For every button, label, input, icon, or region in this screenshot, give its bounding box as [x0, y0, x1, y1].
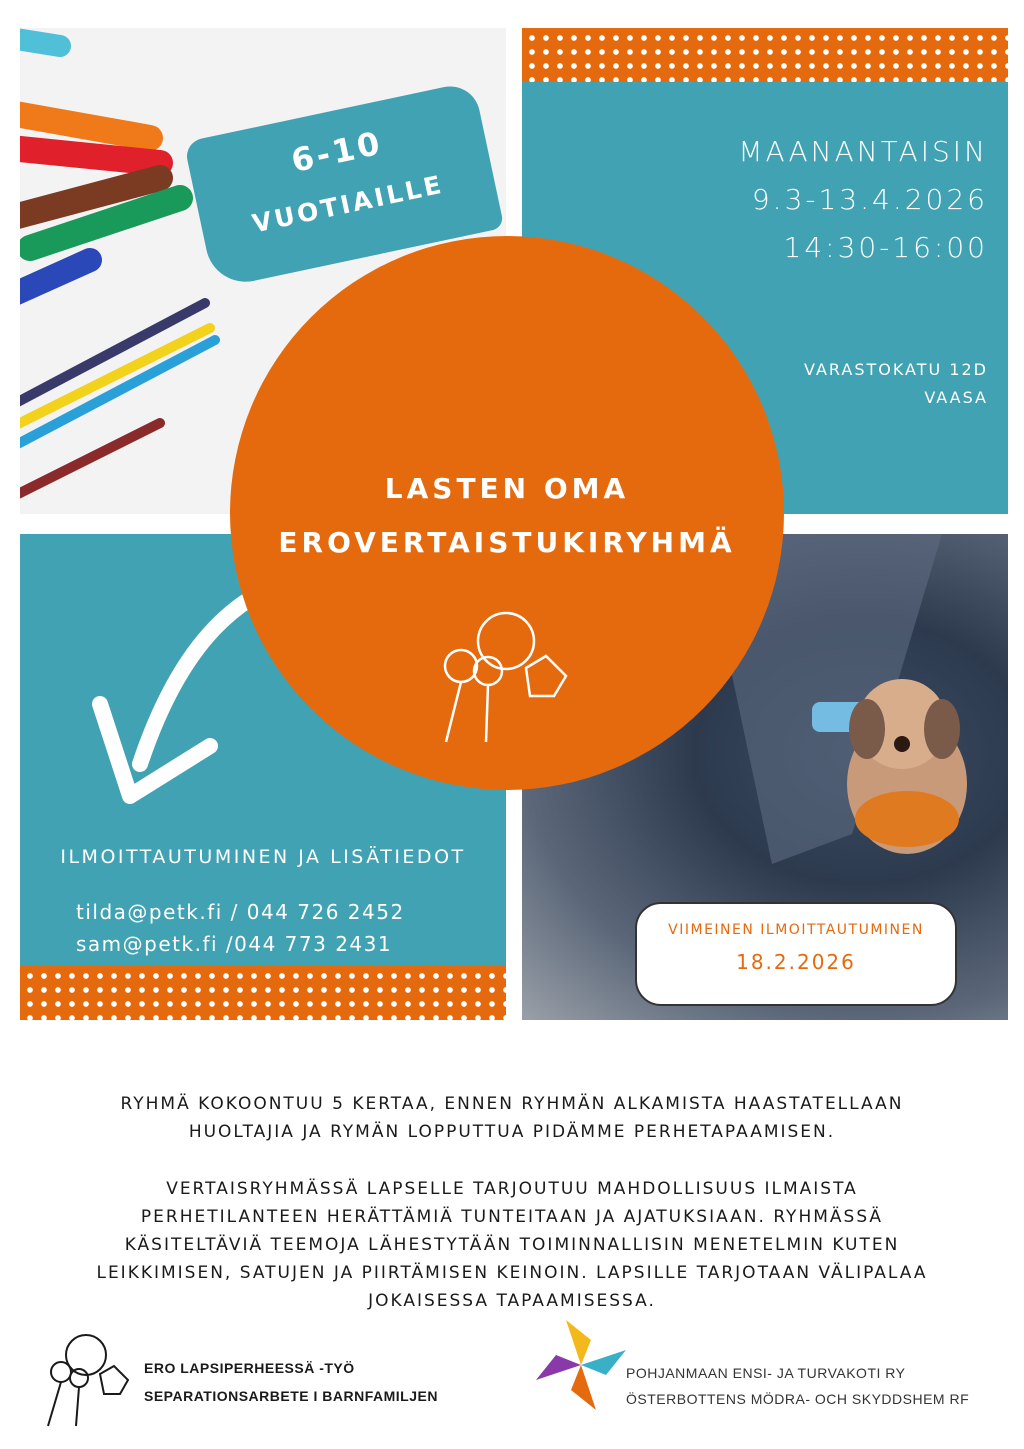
- text-line: HUOLTAJIA JA RYMÄN LOPPUTTUA PIDÄMME PERHETAPAAMISEN.: [188, 1122, 836, 1142]
- keys-logo-icon: [36, 1330, 136, 1430]
- age-range: 6-10: [287, 123, 386, 180]
- contact-title: ILMOITTAUTUMINEN JA LISÄTIEDOT: [60, 846, 466, 868]
- org-name-fi: ERO LAPSIPERHEESSÄ -TYÖ: [144, 1360, 355, 1376]
- deadline-label: VIIMEINEN ILMOITTAUTUMINEN: [668, 922, 924, 938]
- contact-lines: [76, 896, 405, 960]
- org-name-fi: POHJANMAAN ENSI- JA TURVAKOTI RY: [626, 1365, 906, 1381]
- text-line: LEIKKIMISEN, SATUJEN JA PIIRTÄMISEN KEINOIN. LAPSILLE TARJOTAAN VÄLIPALAA: [96, 1263, 928, 1283]
- polka-dot-strip: [20, 966, 506, 1020]
- main-title: [230, 462, 784, 570]
- text-line: PERHETILANTEEN HERÄTTÄMIÄ TUNTEITAAN JA AJATUKSIAAN. RYHMÄSSÄ: [140, 1207, 884, 1227]
- org-name-sv: SEPARATIONSARBETE I BARNFAMILJEN: [144, 1388, 438, 1404]
- organization-left: [144, 1354, 438, 1410]
- info-paragraph-2: [30, 1175, 994, 1315]
- text-line: JOKAISESSA TAPAAMISESSA.: [368, 1291, 656, 1311]
- pinwheel-logo-icon: [536, 1320, 626, 1410]
- deadline-date: 18.2.2026: [736, 950, 856, 974]
- contact-sam[interactable]: sam@petk.fi /044 773 2431: [76, 932, 393, 956]
- org-name-sv: ÖSTERBOTTENS MÖDRA- OCH SKYDDSHEM RF: [626, 1391, 970, 1407]
- schedule-day: MAANANTAISIN: [738, 135, 988, 168]
- contact-tilda[interactable]: tilda@petk.fi / 044 726 2452: [76, 900, 405, 924]
- age-label: VUOTIAILLE: [249, 169, 447, 239]
- text-line: KÄSITELTÄVIÄ TEEMOJA LÄHESTYTÄÄN TOIMINNALLISIN MENETELMIN KUTEN: [124, 1235, 900, 1255]
- address-city: VAASA: [924, 388, 988, 407]
- deadline-bubble: [635, 902, 957, 1006]
- address-street: VARASTOKATU 12D: [804, 360, 988, 379]
- schedule: [738, 128, 988, 272]
- address: [804, 356, 988, 412]
- main-title-line1: LASTEN OMA: [384, 472, 630, 505]
- text-line: VERTAISRYHMÄSSÄ LAPSELLE TARJOUTUU MAHDOLLISUUS ILMAISTA: [166, 1179, 858, 1199]
- text-line: RYHMÄ KOKOONTUU 5 KERTAA, ENNEN RYHMÄN ALKAMISTA HAASTATELLAAN: [120, 1094, 904, 1114]
- info-paragraph-1: [30, 1090, 994, 1146]
- organization-right: [626, 1360, 969, 1412]
- schedule-time: 14:30-16:00: [783, 231, 988, 264]
- polka-dot-strip: [522, 28, 1008, 82]
- title-circle: [230, 236, 784, 790]
- schedule-dates: 9.3-13.4.2026: [751, 183, 988, 216]
- keys-icon: [426, 606, 586, 756]
- main-title-line2: EROVERTAISTUKIRYHMÄ: [278, 526, 736, 559]
